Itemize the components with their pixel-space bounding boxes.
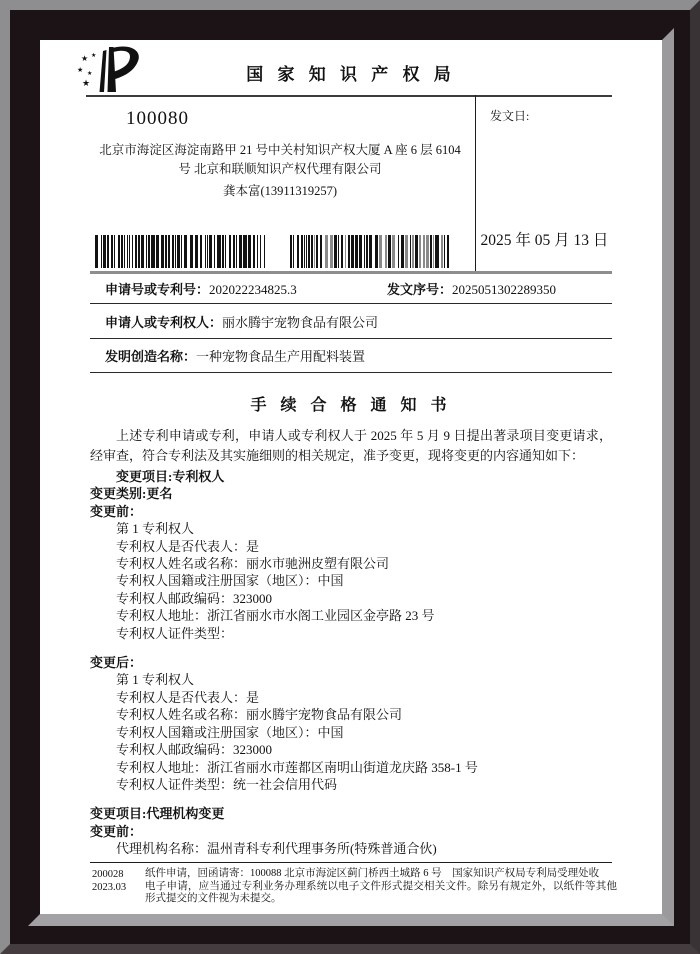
notice-line: 专利权人地址：浙江省丽水市水阁工业园区金亭路 23 号	[116, 608, 435, 624]
notice-line: 专利权人邮政编码：323000	[116, 590, 273, 606]
form-code-block	[92, 869, 142, 894]
notice-line: 专利权人证件类型：统一社会信用代码	[116, 776, 338, 792]
notice-line: 专利权人邮政编码：323000	[116, 742, 273, 758]
notice-line: 专利权人国籍或注册国家（地区）：中国	[116, 573, 344, 589]
case-info-table	[90, 274, 612, 373]
address-line-2: 号 北京和联顺知识产权代理有限公司	[178, 162, 382, 176]
notice-body	[90, 388, 612, 858]
form-version: 2023.03	[92, 881, 127, 893]
issue-date-label: 发文日:	[490, 109, 530, 123]
recipient-contact: 龚本富(13911319257)	[222, 184, 338, 198]
application-number-value: 202022234825.3	[209, 282, 297, 297]
barcode-right	[290, 235, 453, 268]
barcode-left	[95, 235, 271, 268]
recipient-address-block	[88, 141, 472, 201]
notice-line: 专利权人国籍或注册国家（地区）：中国	[116, 724, 344, 740]
notice-title: 手 续 合 格 通 知 书	[250, 397, 452, 414]
notice-line: 专利权人是否代表人：是	[116, 538, 260, 554]
agency-title: 国 家 知 识 产 权 局	[246, 65, 456, 84]
svg-text:★: ★	[77, 66, 84, 74]
notice-line: 专利权人姓名或名称：丽水市驰洲皮塑有限公司	[116, 556, 390, 572]
applicant-value: 丽水腾宇宠物食品有限公司	[222, 314, 379, 330]
address-line-1: 北京市海淀区海淀南路甲 21 号中关村知识产权大厦 A 座 6 层 6104	[99, 143, 461, 157]
table-row	[90, 304, 612, 339]
footer-rule	[90, 862, 612, 863]
notice-line: 变更项目:专利权人	[116, 469, 225, 484]
line-gap	[90, 793, 612, 805]
notice-page	[40, 40, 662, 914]
invention-title-value: 一种宠物食品生产用配料装置	[196, 349, 366, 364]
notice-line: 专利权人是否代表人：是	[116, 689, 260, 705]
notice-line: 第 1 专利权人	[116, 521, 195, 537]
notice-line: 变更项目:代理机构变更	[90, 806, 225, 822]
footer-notes	[145, 868, 617, 906]
dispatch-number-label: 发文序号：	[387, 282, 453, 297]
notice-line: 专利权人证件类型：	[116, 625, 234, 641]
recipient-postcode: 100080	[126, 108, 189, 129]
invention-title-label: 发明创造名称：	[105, 349, 197, 364]
issue-date-box	[475, 95, 613, 272]
notice-line: 变更前：	[90, 503, 143, 519]
dispatch-number-value: 2025051302289350	[452, 282, 557, 297]
table-row	[90, 339, 612, 373]
notice-paragraph: 上述专利申请或专利，申请人或专利权人于 2025 年 5 月 9 日提出著录项目变更请求，经审查，符合专利法及其实施细则的相关规定，准予变更，现将变更的内容通知如下：	[90, 428, 612, 463]
table-row	[90, 274, 612, 304]
form-code: 200028	[92, 869, 124, 880]
issue-date-value: 2025 年 05 月 13 日	[480, 232, 609, 249]
notice-line: 第 1 专利权人	[116, 672, 195, 688]
paper-filing-note: 纸件申请，回函请寄：100088 北京市海淀区蓟门桥西土城路 6 号 国家知识产权局专利局受理处收	[145, 868, 600, 879]
notice-line: 变更前：	[90, 823, 143, 839]
svg-text:★: ★	[81, 54, 89, 63]
applicant-label: 申请人或专利权人：	[105, 314, 223, 330]
notice-line: 变更类别:更名	[90, 486, 173, 502]
electronic-filing-note: 电子申请，应当通过专利业务办理系统以电子文件形式提交相关文件。除另有规定外，以纸件等其他形式提交的文件视为未提交。	[145, 880, 617, 904]
notice-line: 变更后：	[90, 655, 143, 671]
line-gap	[90, 642, 612, 654]
svg-text:★: ★	[82, 79, 91, 89]
application-number-label: 申请号或专利号：	[105, 282, 210, 297]
svg-text:★: ★	[87, 70, 93, 77]
notice-line: 代理机构名称：温州青科专利代理事务所(特殊普通合伙)	[116, 841, 437, 857]
notice-line: 专利权人地址：浙江省丽水市莲都区南明山街道龙庆路 358-1 号	[116, 759, 478, 775]
svg-text:★: ★	[91, 52, 97, 59]
frame-inner-bevel	[28, 28, 674, 926]
change-details-list	[90, 468, 612, 858]
notice-line: 专利权人姓名或名称：丽水腾宇宠物食品有限公司	[116, 707, 403, 723]
